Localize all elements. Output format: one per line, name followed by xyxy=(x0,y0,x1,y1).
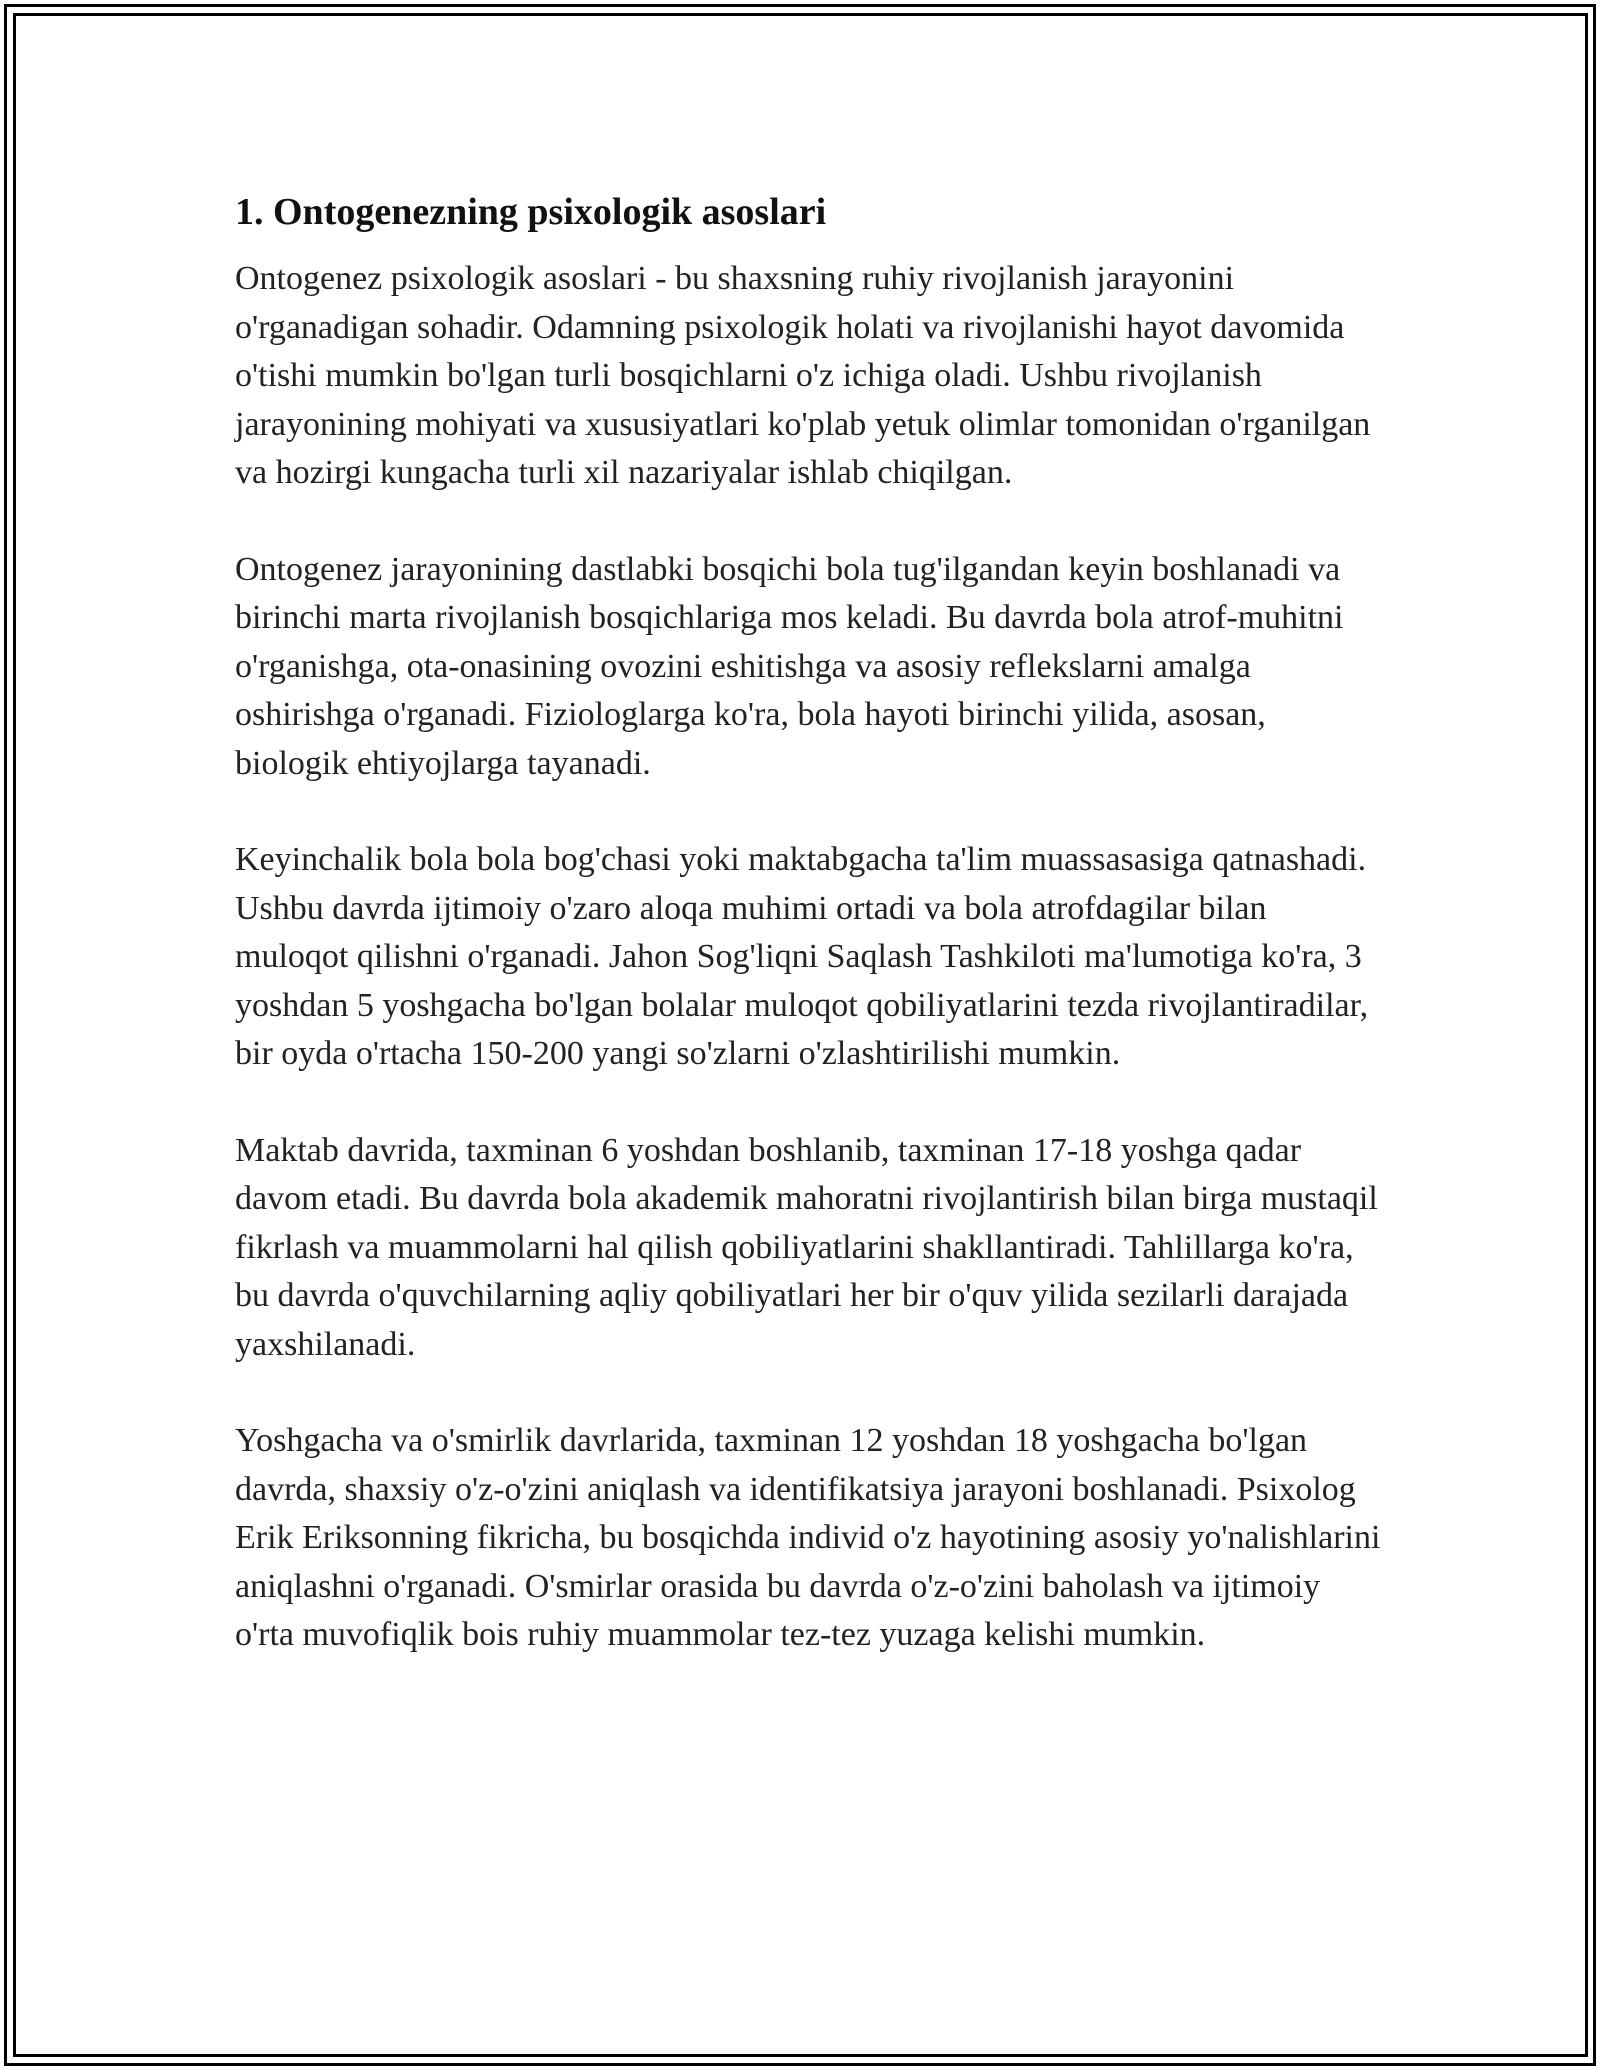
paragraph-infancy: Ontogenez jarayonining dastlabki bosqichi bola tug'ilgandan keyin boshlanadi va birinchi marta rivojlanish bosqichlariga mos keladi. Bu davrda bola atrof-muhitni o'rganishga, ota-onasining ovozini eshitishga va asosiy reflekslarni amalga oshirishga o'rganadi. Fiziologlarga ko'ra, bola hayoti birinchi yilida, asosan, biologik ehtiyojlarga tayanadi. xyxy=(235,550,1344,782)
document-body xyxy=(235,186,1385,1708)
document-heading: 1. Ontogenezning psixologik asoslari xyxy=(235,191,827,233)
paragraph-preschool: Keyinchalik bola bola bog'chasi yoki maktabgacha ta'lim muassasasiga qatnashadi. Ushbu davrda ijtimoiy o'zaro aloqa muhimi ortadi va bola atrofdagilar bilan muloqot qilishni o'rganadi. Jahon Sog'liqni Saqlash Tashkiloti ma'lumotiga ko'ra, 3 yoshdan 5 yoshgacha bo'lgan bolalar muloqot qobiliyatlarini tezda rivojlantiradilar, bir oyda o'rtacha 150-200 yangi so'zlarni o'zlashtirilishi mumkin. xyxy=(235,841,1369,1072)
paragraph-school: Maktab davrida, taxminan 6 yoshdan boshlanib, taxminan 17-18 yoshga qadar davom etadi. Bu davrda bola akademik mahoratni rivojlantirish bilan birga mustaqil fikrlash va muammolarni hal qilish qobiliyatlarini shakllantiradi. Tahlillarga ko'ra, bu davrda o'quvchilarning aqliy qobiliyatlari her bir o'quv yilida sezilarli darajada yaxshilanadi. xyxy=(235,1131,1378,1363)
paragraph-intro: Ontogenez psixologik asoslari - bu shaxsning ruhiy rivojlanish jarayonini o'rganadigan sohadir. Odamning psixologik holati va rivojlanishi hayot davomida o'tishi mumkin bo'lgan turli bosqichlarni o'z ichiga oladi. Ushbu rivojlanish jarayonining mohiyati va xususiyatlari ko'plab yetuk olimlar tomonidan o'rganilgan va hozirgi kungacha turli xil nazariyalar ishlab chiqilgan. xyxy=(235,260,1371,491)
paragraph-adolescence: Yoshgacha va o'smirlik davrlarida, taxminan 12 yoshdan 18 yoshgacha bo'lgan davrda, shaxsiy o'z-o'zini aniqlash va identifikatsiya jarayoni boshlanadi. Psixolog Erik Eriksonning fikricha, bu bosqichda individ o'z hayotining asosiy yo'nalishlarini aniqlashni o'rganadi. O'smirlar orasida bu davrda o'z-o'zini baholash va ijtimoiy o'rta muvofiqlik bois ruhiy muammolar tez-tez yuzaga kelishi mumkin. xyxy=(235,1422,1381,1653)
